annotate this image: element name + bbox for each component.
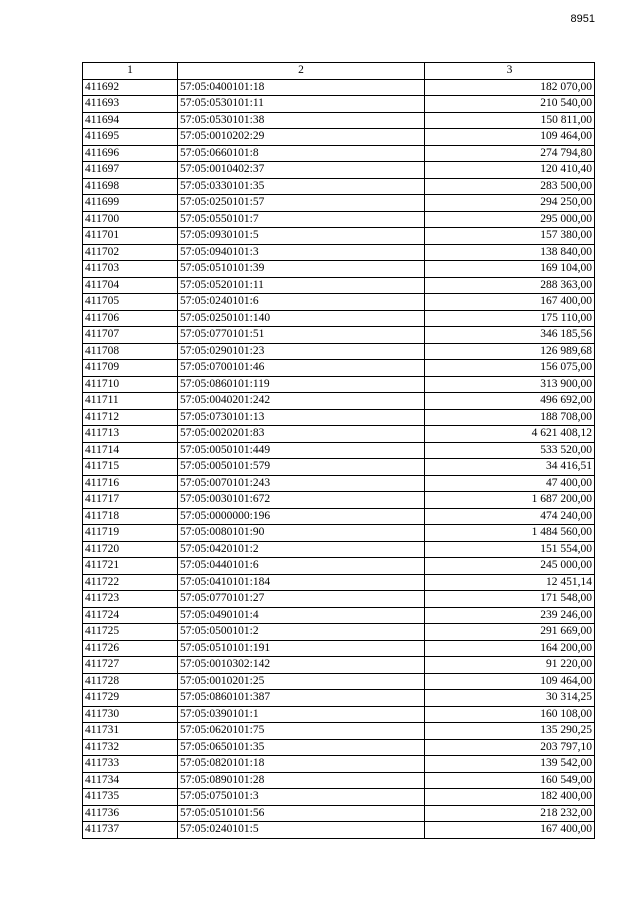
amount-cell: 109 464,00	[425, 129, 595, 146]
amount-cell: 218 232,00	[425, 805, 595, 822]
row-number-cell: 411694	[83, 112, 178, 129]
row-number-cell: 411733	[83, 756, 178, 773]
amount-cell: 210 540,00	[425, 96, 595, 113]
table-row	[83, 739, 595, 756]
amount-cell: 1 687 200,00	[425, 492, 595, 509]
cadastral-number-cell: 57:05:0010402:37	[178, 162, 425, 179]
table-row	[83, 624, 595, 641]
table-row	[83, 772, 595, 789]
cadastral-number-cell: 57:05:0510101:56	[178, 805, 425, 822]
amount-cell: 245 000,00	[425, 558, 595, 575]
cadastral-number-cell: 57:05:0240101:6	[178, 294, 425, 311]
table-row	[83, 409, 595, 426]
cadastral-number-cell: 57:05:0240101:5	[178, 822, 425, 839]
table-row	[83, 690, 595, 707]
table-row	[83, 327, 595, 344]
amount-cell: 167 400,00	[425, 822, 595, 839]
table-row	[83, 426, 595, 443]
row-number-cell: 411729	[83, 690, 178, 707]
cadastral-number-cell: 57:05:0420101:2	[178, 541, 425, 558]
amount-cell: 496 692,00	[425, 393, 595, 410]
row-number-cell: 411716	[83, 475, 178, 492]
row-number-cell: 411734	[83, 772, 178, 789]
cadastral-number-cell: 57:05:0940101:3	[178, 244, 425, 261]
cadastral-number-cell: 57:05:0000000:196	[178, 508, 425, 525]
cadastral-number-cell: 57:05:0550101:7	[178, 211, 425, 228]
cadastral-number-cell: 57:05:0820101:18	[178, 756, 425, 773]
amount-cell: 91 220,00	[425, 657, 595, 674]
row-number-cell: 411723	[83, 591, 178, 608]
header-row	[83, 63, 595, 80]
table-row	[83, 789, 595, 806]
table-row	[83, 558, 595, 575]
row-number-cell: 411703	[83, 261, 178, 278]
row-number-cell: 411718	[83, 508, 178, 525]
cadastral-number-cell: 57:05:0530101:11	[178, 96, 425, 113]
row-number-cell: 411693	[83, 96, 178, 113]
cadastral-number-cell: 57:05:0440101:6	[178, 558, 425, 575]
cadastral-number-cell: 57:05:0250101:140	[178, 310, 425, 327]
row-number-cell: 411702	[83, 244, 178, 261]
row-number-cell: 411711	[83, 393, 178, 410]
table-row	[83, 591, 595, 608]
amount-cell: 30 314,25	[425, 690, 595, 707]
table-row	[83, 706, 595, 723]
cadastral-number-cell: 57:05:0390101:1	[178, 706, 425, 723]
amount-cell: 169 104,00	[425, 261, 595, 278]
row-number-cell: 411736	[83, 805, 178, 822]
row-number-cell: 411696	[83, 145, 178, 162]
cadastral-number-cell: 57:05:0010202:29	[178, 129, 425, 146]
table-row	[83, 525, 595, 542]
table-row	[83, 310, 595, 327]
row-number-cell: 411692	[83, 79, 178, 96]
cadastral-number-cell: 57:05:0050101:449	[178, 442, 425, 459]
cadastral-number-cell: 57:05:0290101:23	[178, 343, 425, 360]
amount-cell: 160 549,00	[425, 772, 595, 789]
row-number-cell: 411715	[83, 459, 178, 476]
amount-cell: 135 290,25	[425, 723, 595, 740]
row-number-cell: 411706	[83, 310, 178, 327]
cadastral-number-cell: 57:05:0010302:142	[178, 657, 425, 674]
table-row	[83, 129, 595, 146]
cadastral-number-cell: 57:05:0890101:28	[178, 772, 425, 789]
row-number-cell: 411735	[83, 789, 178, 806]
cadastral-number-cell: 57:05:0930101:5	[178, 228, 425, 245]
table-row	[83, 96, 595, 113]
row-number-cell: 411701	[83, 228, 178, 245]
table-row	[83, 228, 595, 245]
table-row	[83, 805, 595, 822]
amount-cell: 203 797,10	[425, 739, 595, 756]
table-row	[83, 261, 595, 278]
cadastral-number-cell: 57:05:0860101:387	[178, 690, 425, 707]
table-row	[83, 822, 595, 839]
amount-cell: 346 185,56	[425, 327, 595, 344]
amount-cell: 239 246,00	[425, 607, 595, 624]
amount-cell: 288 363,00	[425, 277, 595, 294]
table-row	[83, 640, 595, 657]
table-row	[83, 393, 595, 410]
cadastral-number-cell: 57:05:0620101:75	[178, 723, 425, 740]
table-row	[83, 508, 595, 525]
cadastral-number-cell: 57:05:0650101:35	[178, 739, 425, 756]
amount-cell: 1 484 560,00	[425, 525, 595, 542]
table-row	[83, 607, 595, 624]
amount-cell: 313 900,00	[425, 376, 595, 393]
cadastral-number-cell: 57:05:0500101:2	[178, 624, 425, 641]
table-row	[83, 657, 595, 674]
table-row	[83, 723, 595, 740]
table-row	[83, 277, 595, 294]
amount-cell: 138 840,00	[425, 244, 595, 261]
table-row	[83, 145, 595, 162]
amount-cell: 157 380,00	[425, 228, 595, 245]
amount-cell: 474 240,00	[425, 508, 595, 525]
row-number-cell: 411707	[83, 327, 178, 344]
table-row	[83, 112, 595, 129]
amount-cell: 12 451,14	[425, 574, 595, 591]
cadastral-number-cell: 57:05:0530101:38	[178, 112, 425, 129]
amount-cell: 34 416,51	[425, 459, 595, 476]
table-row	[83, 211, 595, 228]
cadastral-number-cell: 57:05:0050101:579	[178, 459, 425, 476]
amount-cell: 150 811,00	[425, 112, 595, 129]
row-number-cell: 411731	[83, 723, 178, 740]
amount-cell: 188 708,00	[425, 409, 595, 426]
data-table	[82, 62, 595, 839]
amount-cell: 126 989,68	[425, 343, 595, 360]
row-number-cell: 411704	[83, 277, 178, 294]
cadastral-number-cell: 57:05:0250101:57	[178, 195, 425, 212]
row-number-cell: 411714	[83, 442, 178, 459]
row-number-cell: 411699	[83, 195, 178, 212]
row-number-cell: 411726	[83, 640, 178, 657]
row-number-cell: 411722	[83, 574, 178, 591]
table-row	[83, 343, 595, 360]
table-row	[83, 459, 595, 476]
row-number-cell: 411713	[83, 426, 178, 443]
table-body	[83, 79, 595, 838]
table-row	[83, 162, 595, 179]
amount-cell: 156 075,00	[425, 360, 595, 377]
table-row	[83, 492, 595, 509]
cadastral-number-cell: 57:05:0520101:11	[178, 277, 425, 294]
cadastral-number-cell: 57:05:0030101:672	[178, 492, 425, 509]
table-row	[83, 442, 595, 459]
row-number-cell: 411705	[83, 294, 178, 311]
amount-cell: 294 250,00	[425, 195, 595, 212]
cadastral-number-cell: 57:05:0730101:13	[178, 409, 425, 426]
cadastral-number-cell: 57:05:0400101:18	[178, 79, 425, 96]
table-row	[83, 178, 595, 195]
amount-cell: 533 520,00	[425, 442, 595, 459]
row-number-cell: 411708	[83, 343, 178, 360]
row-number-cell: 411721	[83, 558, 178, 575]
amount-cell: 167 400,00	[425, 294, 595, 311]
table-header	[83, 63, 595, 80]
cadastral-number-cell: 57:05:0770101:51	[178, 327, 425, 344]
column-header-2: 2	[178, 63, 425, 80]
row-number-cell: 411695	[83, 129, 178, 146]
row-number-cell: 411709	[83, 360, 178, 377]
amount-cell: 109 464,00	[425, 673, 595, 690]
amount-cell: 175 110,00	[425, 310, 595, 327]
cadastral-number-cell: 57:05:0020201:83	[178, 426, 425, 443]
column-header-1: 1	[83, 63, 178, 80]
cadastral-number-cell: 57:05:0070101:243	[178, 475, 425, 492]
row-number-cell: 411724	[83, 607, 178, 624]
table-row	[83, 574, 595, 591]
amount-cell: 120 410,40	[425, 162, 595, 179]
amount-cell: 182 070,00	[425, 79, 595, 96]
cadastral-number-cell: 57:05:0510101:39	[178, 261, 425, 278]
row-number-cell: 411697	[83, 162, 178, 179]
amount-cell: 171 548,00	[425, 591, 595, 608]
table-row	[83, 294, 595, 311]
table-row	[83, 673, 595, 690]
row-number-cell: 411730	[83, 706, 178, 723]
cadastral-number-cell: 57:05:0040201:242	[178, 393, 425, 410]
cadastral-number-cell: 57:05:0080101:90	[178, 525, 425, 542]
table-row	[83, 360, 595, 377]
table-row	[83, 541, 595, 558]
amount-cell: 274 794,80	[425, 145, 595, 162]
amount-cell: 139 542,00	[425, 756, 595, 773]
row-number-cell: 411717	[83, 492, 178, 509]
row-number-cell: 411710	[83, 376, 178, 393]
amount-cell: 291 669,00	[425, 624, 595, 641]
cadastral-number-cell: 57:05:0010201:25	[178, 673, 425, 690]
amount-cell: 283 500,00	[425, 178, 595, 195]
cadastral-number-cell: 57:05:0510101:191	[178, 640, 425, 657]
row-number-cell: 411737	[83, 822, 178, 839]
table-row	[83, 244, 595, 261]
page-number: 8951	[570, 13, 595, 25]
cadastral-number-cell: 57:05:0330101:35	[178, 178, 425, 195]
row-number-cell: 411712	[83, 409, 178, 426]
table-row	[83, 195, 595, 212]
row-number-cell: 411727	[83, 657, 178, 674]
cadastral-number-cell: 57:05:0660101:8	[178, 145, 425, 162]
amount-cell: 160 108,00	[425, 706, 595, 723]
cadastral-number-cell: 57:05:0490101:4	[178, 607, 425, 624]
row-number-cell: 411719	[83, 525, 178, 542]
amount-cell: 47 400,00	[425, 475, 595, 492]
row-number-cell: 411720	[83, 541, 178, 558]
column-header-3: 3	[425, 63, 595, 80]
table-row	[83, 79, 595, 96]
cadastral-number-cell: 57:05:0410101:184	[178, 574, 425, 591]
amount-cell: 4 621 408,12	[425, 426, 595, 443]
row-number-cell: 411698	[83, 178, 178, 195]
row-number-cell: 411732	[83, 739, 178, 756]
amount-cell: 151 554,00	[425, 541, 595, 558]
table-row	[83, 475, 595, 492]
amount-cell: 295 000,00	[425, 211, 595, 228]
row-number-cell: 411700	[83, 211, 178, 228]
row-number-cell: 411725	[83, 624, 178, 641]
table-row	[83, 376, 595, 393]
row-number-cell: 411728	[83, 673, 178, 690]
cadastral-number-cell: 57:05:0860101:119	[178, 376, 425, 393]
amount-cell: 164 200,00	[425, 640, 595, 657]
cadastral-number-cell: 57:05:0750101:3	[178, 789, 425, 806]
table-row	[83, 756, 595, 773]
cadastral-number-cell: 57:05:0700101:46	[178, 360, 425, 377]
amount-cell: 182 400,00	[425, 789, 595, 806]
cadastral-number-cell: 57:05:0770101:27	[178, 591, 425, 608]
